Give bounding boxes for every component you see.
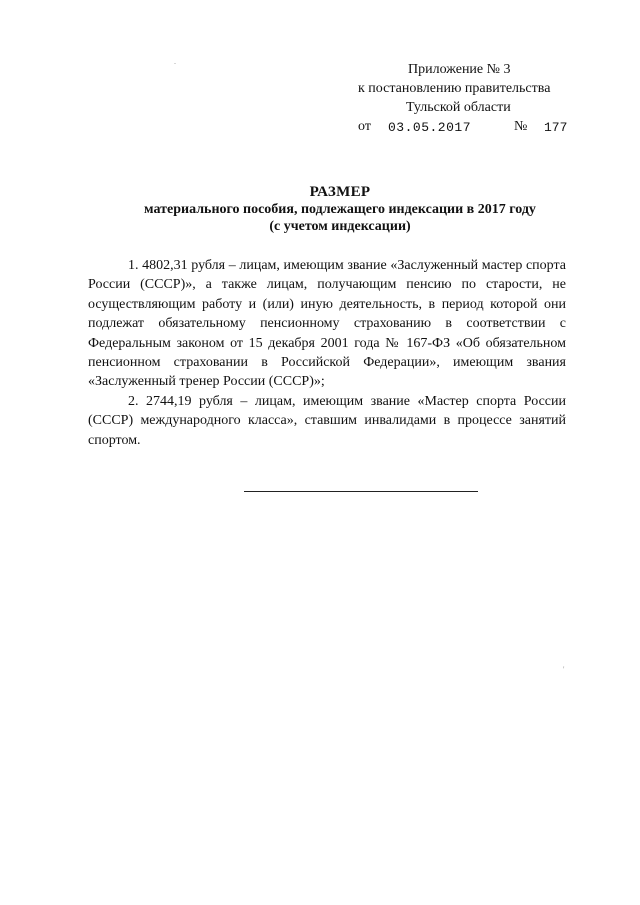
title-subject: материального пособия, подлежащего индексации в 2017 году [144,202,536,217]
appendix-number: Приложение № 3 [408,62,511,77]
appendix-region: Тульской области [406,100,511,115]
resolution-date: 03.05.2017 [388,120,472,135]
closing-rule [244,491,478,492]
title-note: (с учетом индексации) [269,219,411,234]
scan-speck: ' [563,665,565,674]
document-body [88,256,566,450]
number-label: № [514,119,528,134]
title-main: РАЗМЕР [309,184,371,200]
list-item: 2. 2744,19 рубля – лицам, имеющим звание «Мастер спорта России (СССР) международного класса», ставшим инвалидами в процессе занятий спортом. [88,393,566,448]
from-label: от [358,119,371,134]
scan-speck: . [174,57,176,66]
list-item: 1. 4802,31 рубля – лицам, имеющим звание «Заслуженный мастер спорта России (СССР)», а также лицам, получающим пенсию по старости, не осуществляющим работу и (или) иную деятельность, в период которой они подлежат обязательному пенсионному страхованию в соответствии с Федеральным законом от 15 декабря 2001 года № 167-ФЗ «Об обязательном пенсионном страховании в Российской Федерации», имеющим звания «Заслуженный тренер России (СССР)»; [88,258,566,390]
document-title [80,184,600,235]
resolution-number: 177 [544,120,568,135]
appendix-resolution: к постановлению правительства [358,81,551,96]
appendix-header [350,60,600,117]
